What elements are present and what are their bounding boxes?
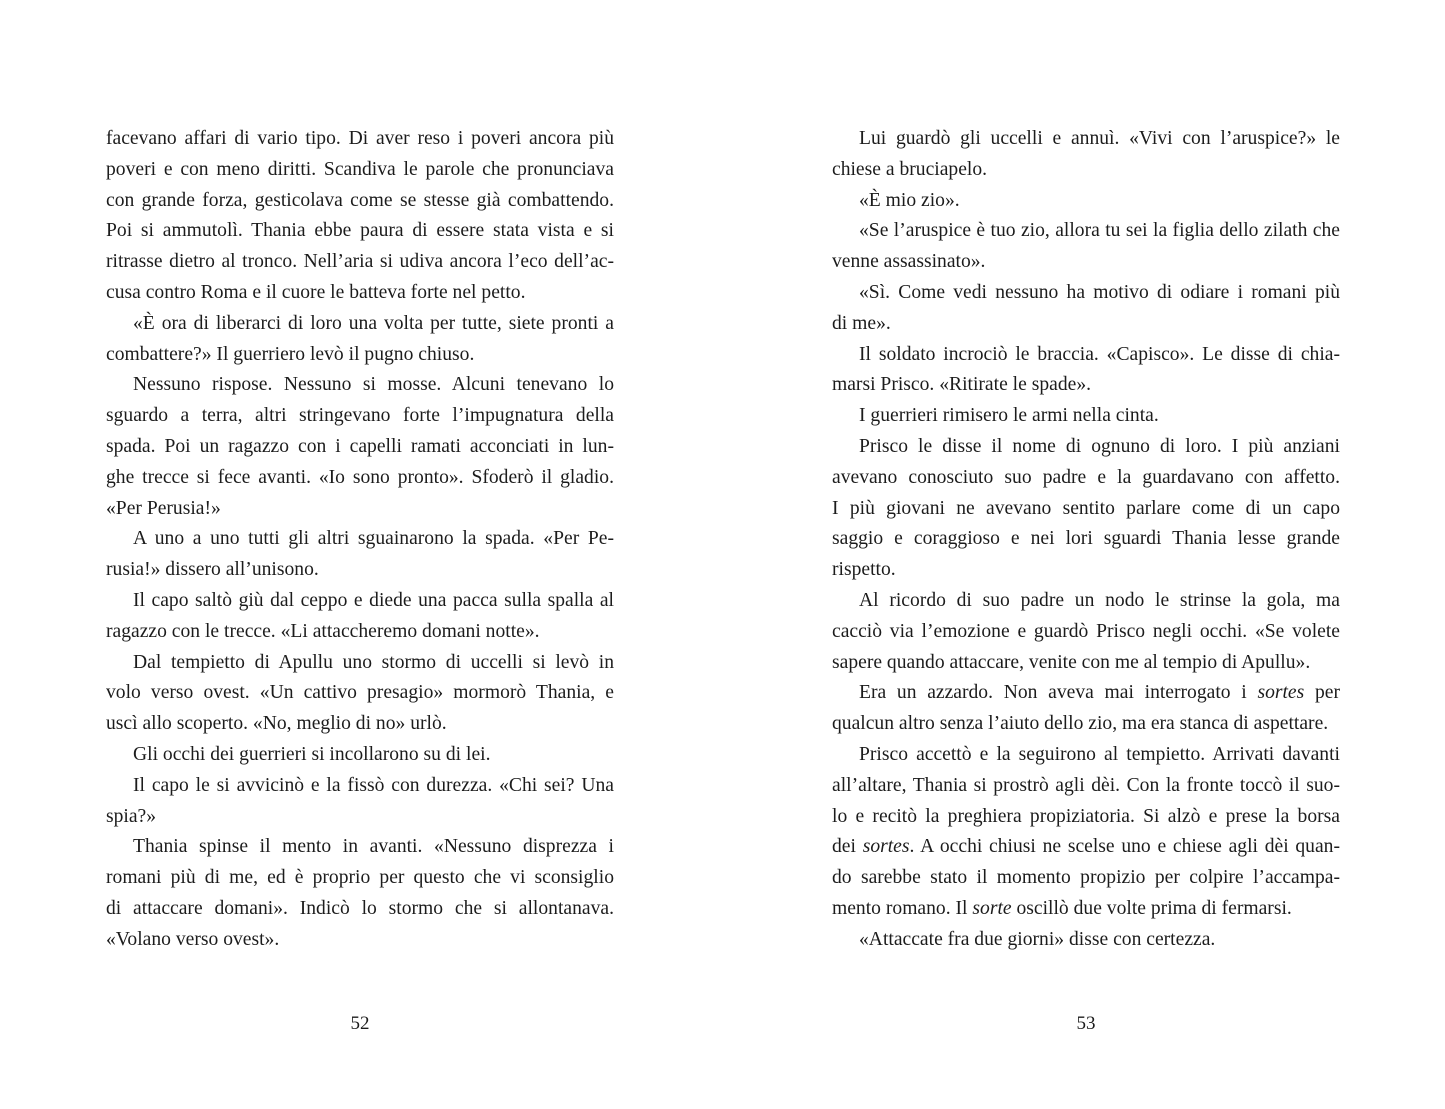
paragraph (832, 216, 1340, 278)
text-line (832, 463, 1340, 494)
text-line (832, 124, 1340, 155)
text-line (832, 617, 1340, 648)
paragraph (106, 648, 614, 740)
paragraph (106, 370, 614, 524)
text-segment: «Volano verso ovest». (106, 928, 280, 950)
text-segment: Il capo saltò giù dal ceppo e diede una pacca sulla spalla al (133, 589, 614, 611)
page-right-text-column (832, 124, 1340, 956)
paragraph (106, 771, 614, 833)
paragraph (832, 740, 1340, 925)
text-segment: Il soldato incrociò le braccia. «Capisco». Le disse di chia- (859, 343, 1340, 365)
text-segment: marsi Prisco. «Ritirate le spade». (832, 374, 1092, 396)
text-segment: ragazzo con le trecce. «Li attaccheremo domani notte». (106, 620, 540, 642)
text-segment: oscillò due volte prima di fermarsi. (1011, 897, 1292, 919)
text-line (106, 678, 614, 709)
text-segment: Prisco accettò e la seguirono al tempietto. Arrivati davanti (859, 743, 1340, 765)
text-line (832, 925, 1340, 956)
paragraph (832, 278, 1340, 340)
text-line (832, 832, 1340, 863)
text-line (106, 278, 614, 309)
text-line (832, 894, 1340, 925)
text-line (832, 802, 1340, 833)
text-line (832, 586, 1340, 617)
text-line (106, 555, 614, 586)
text-segment: «Attaccate fra due giorni» disse con certezza. (859, 928, 1216, 950)
paragraph (832, 586, 1340, 678)
text-line (106, 340, 614, 371)
text-segment: volo verso ovest. «Un cattivo presagio» mormorò Thania, e (106, 682, 614, 704)
text-line (106, 648, 614, 679)
text-segment: combattere?» Il guerriero levò il pugno chiuso. (106, 343, 475, 365)
italic-text: sortes (1257, 682, 1305, 704)
text-line (832, 155, 1340, 186)
text-segment: venne assassinato». (832, 251, 986, 273)
text-segment: per (1304, 682, 1340, 704)
text-line (106, 247, 614, 278)
text-segment: «Per Perusia!» (106, 497, 221, 519)
text-line (106, 432, 614, 463)
text-line (106, 740, 614, 771)
text-segment: spia?» (106, 805, 157, 827)
text-segment: di attaccare domani». Indicò lo stormo che si allontanava. (106, 897, 614, 919)
text-segment: chiese a bruciapelo. (832, 158, 988, 180)
text-segment: facevano affari di vario tipo. Di aver reso i poveri ancora più (106, 128, 614, 149)
text-segment: Poi si ammutolì. Thania ebbe paura di essere stata vista e si (106, 220, 614, 242)
text-line (106, 771, 614, 802)
text-line (832, 494, 1340, 525)
text-segment: Era un azzardo. Non aveva mai interrogato i (859, 682, 1258, 704)
text-line (832, 740, 1340, 771)
text-segment: ritrasse dietro al tronco. Nell’aria si udiva ancora l’eco dell’ac- (106, 251, 614, 273)
text-segment: rusia!» dissero all’unisono. (106, 559, 319, 581)
text-segment: sapere quando attaccare, venite con me al tempio di Apullu». (832, 651, 1311, 673)
text-line (832, 216, 1340, 247)
text-line (832, 186, 1340, 217)
text-segment: Lui guardò gli uccelli e annuì. «Vivi con l’aruspice?» le (859, 128, 1340, 149)
text-line (106, 155, 614, 186)
text-line (832, 432, 1340, 463)
paragraph (832, 432, 1340, 586)
text-segment: lo e recitò la preghiera propiziatoria. Si alzò e prese la borsa (832, 805, 1340, 827)
text-line (106, 494, 614, 525)
text-line (832, 678, 1340, 709)
text-segment: «È mio zio». (859, 189, 960, 211)
text-segment: Prisco le disse il nome di ognuno di loro. I più anziani (859, 435, 1340, 457)
text-line (832, 863, 1340, 894)
text-segment: Thania spinse il mento in avanti. «Nessuno disprezza i (133, 836, 614, 858)
page-number-left: 52 (350, 1013, 370, 1034)
paragraph (106, 524, 614, 586)
text-segment: Il capo le si avvicinò e la fissò con durezza. «Chi sei? Una (133, 774, 614, 796)
text-line (106, 894, 614, 925)
text-line (832, 555, 1340, 586)
text-line (832, 709, 1340, 740)
text-line (106, 802, 614, 833)
text-line (106, 370, 614, 401)
text-segment: mento romano. Il (832, 897, 973, 919)
text-segment: «È ora di liberarci di loro una volta per tutte, siete pronti a (133, 312, 614, 334)
text-segment: dei (832, 836, 863, 858)
paragraph (106, 124, 614, 309)
text-segment: «Sì. Come vedi nessuno ha motivo di odiare i romani più (859, 281, 1340, 303)
paragraph (832, 678, 1340, 740)
paragraph (832, 124, 1340, 186)
text-line (106, 309, 614, 340)
text-line (106, 925, 614, 956)
italic-text: sorte (972, 897, 1012, 919)
text-segment: romani più di me, ed è proprio per questo che vi sconsiglio (106, 867, 614, 889)
text-line (832, 278, 1340, 309)
text-segment: cacciò via l’emozione e guardò Prisco negli occhi. «Se volete (832, 620, 1340, 642)
text-line (106, 463, 614, 494)
text-line (832, 247, 1340, 278)
text-segment: saggio e coraggioso e nei lori sguardi Thania lesse grande (832, 528, 1340, 550)
text-segment: Al ricordo di suo padre un nodo le strinse la gola, ma (859, 589, 1340, 611)
text-segment: di me». (832, 312, 891, 334)
text-line (106, 709, 614, 740)
text-segment: . A occhi chiusi ne scelse uno e chiese agli dèi quan- (909, 836, 1340, 858)
text-line (832, 370, 1340, 401)
paragraph (106, 740, 614, 771)
text-segment: spada. Poi un ragazzo con i capelli ramati acconciati in lun- (106, 435, 614, 457)
paragraph (832, 186, 1340, 217)
paragraph (832, 401, 1340, 432)
text-segment: do sarebbe stato il momento propizio per colpire l’accampa- (832, 867, 1340, 889)
page-left-text-column (106, 124, 614, 956)
text-segment: «Se l’aruspice è tuo zio, allora tu sei la figlia dello zilath che (859, 220, 1340, 242)
paragraph (832, 340, 1340, 402)
text-segment: avevano conosciuto suo padre e la guardavano con affetto. (832, 466, 1340, 488)
text-segment: I più giovani ne avevano sentito parlare come di un capo (832, 497, 1340, 519)
text-segment: uscì allo scoperto. «No, meglio di no» urlò. (106, 713, 447, 735)
paragraph (106, 832, 614, 955)
text-segment: qualcun altro senza l’aiuto dello zio, ma era stanca di aspettare. (832, 713, 1329, 735)
text-line (832, 648, 1340, 679)
text-line (832, 401, 1340, 432)
paragraph (106, 309, 614, 371)
paragraph (832, 925, 1340, 956)
text-segment: Dal tempietto di Apullu uno stormo di uccelli si levò in (133, 651, 614, 673)
text-line (832, 340, 1340, 371)
text-segment: con grande forza, gesticolava come se stesse già combattendo. (106, 189, 614, 211)
text-segment: rispetto. (832, 559, 896, 581)
text-line (106, 216, 614, 247)
text-segment: poveri e con meno diritti. Scandiva le parole che pronunciava (106, 158, 614, 180)
text-line (106, 524, 614, 555)
text-segment: all’altare, Thania si prostrò agli dèi. Con la fronte toccò il suo- (832, 774, 1340, 796)
text-line (832, 309, 1340, 340)
text-segment: sguardo a terra, altri stringevano forte l’impugnatura della (106, 405, 614, 427)
text-line (106, 401, 614, 432)
text-line (832, 524, 1340, 555)
text-line (832, 771, 1340, 802)
text-segment: Nessuno rispose. Nessuno si mosse. Alcuni tenevano lo (133, 374, 614, 396)
italic-text: sortes (862, 836, 910, 858)
page-number-right: 53 (1076, 1013, 1096, 1034)
text-segment: I guerrieri rimisero le armi nella cinta. (859, 405, 1159, 427)
text-line (106, 617, 614, 648)
text-segment: Gli occhi dei guerrieri si incollarono su di lei. (133, 743, 491, 765)
text-segment: A uno a uno tutti gli altri sguainarono la spada. «Per Pe- (133, 528, 614, 550)
text-segment: cusa contro Roma e il cuore le batteva forte nel petto. (106, 281, 526, 303)
text-line (106, 586, 614, 617)
text-line (106, 832, 614, 863)
text-line (106, 186, 614, 217)
text-line (106, 863, 614, 894)
text-line (106, 124, 614, 155)
paragraph (106, 586, 614, 648)
text-segment: ghe trecce si fece avanti. «Io sono pronto». Sfoderò il gladio. (106, 466, 614, 488)
